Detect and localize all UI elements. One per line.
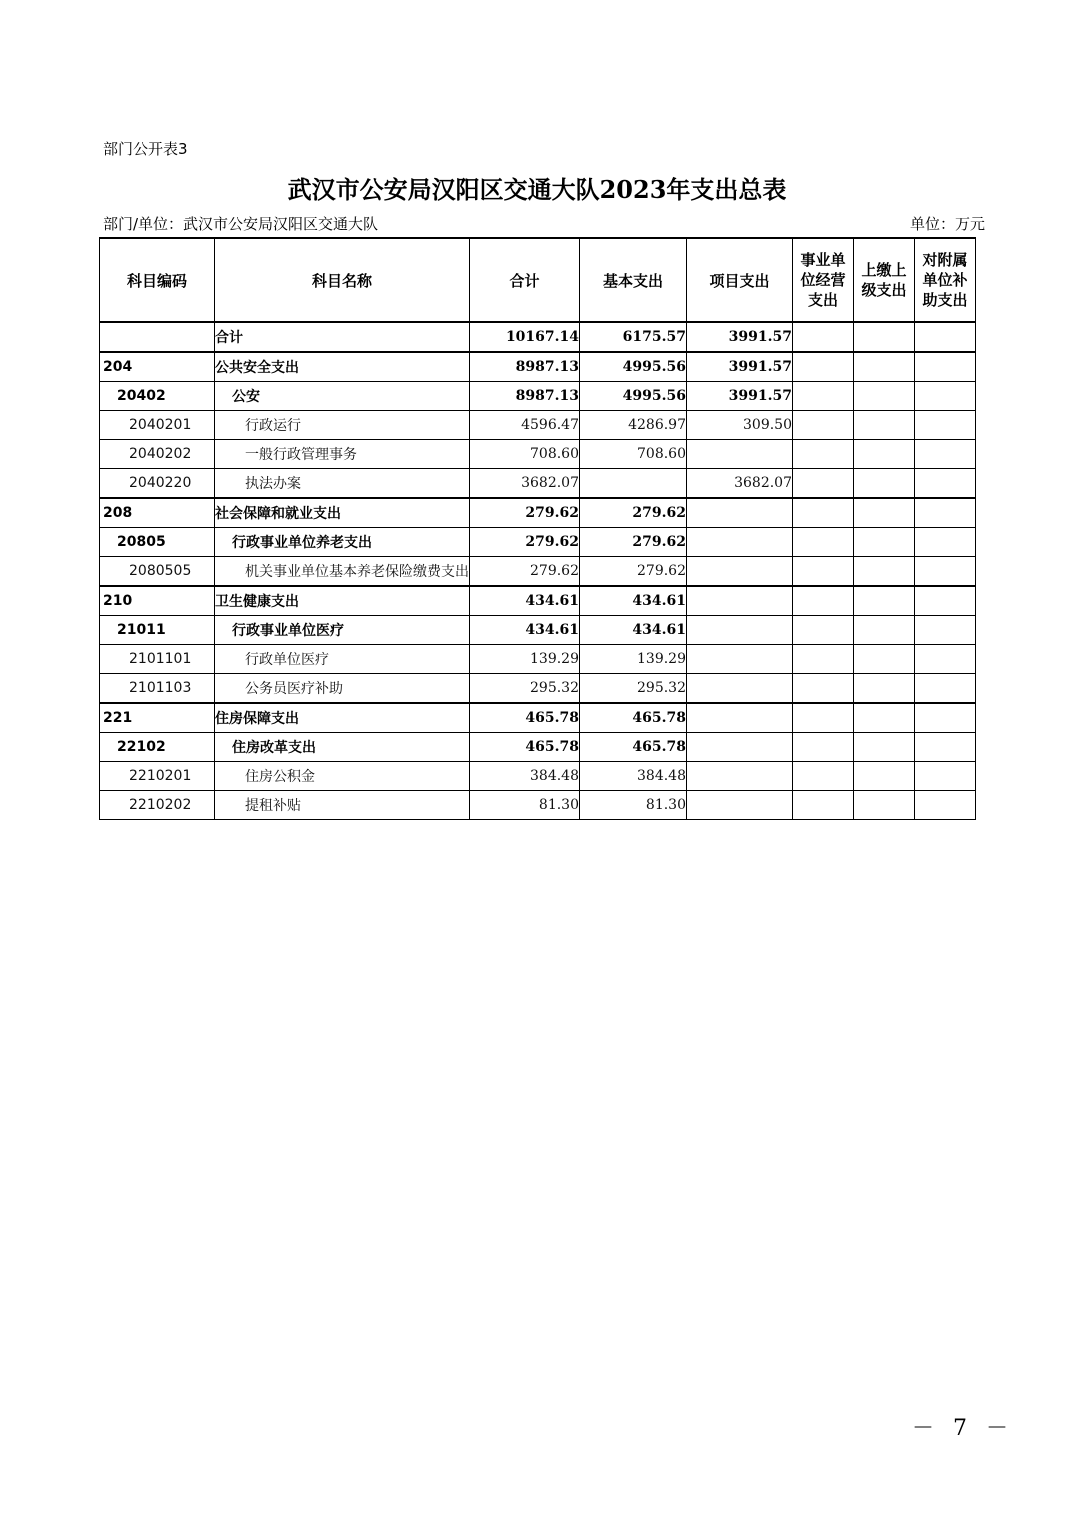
cell-total: 10167.14: [470, 322, 580, 352]
cell-code: 204: [100, 352, 215, 382]
cell-empty: [915, 674, 976, 704]
cell-name: 住房公积金: [215, 762, 470, 791]
cell-project: 3991.57: [687, 382, 793, 411]
table-row: [100, 762, 976, 791]
table-row: [100, 674, 976, 704]
table-row: [100, 322, 976, 352]
cell-empty: [793, 762, 854, 791]
cell-name: 提租补贴: [215, 791, 470, 820]
cell-basic: 279.62: [580, 557, 687, 587]
cell-project: 309.50: [687, 411, 793, 440]
cell-empty: [854, 382, 915, 411]
cell-empty: [915, 322, 976, 352]
cell-total: 3682.07: [470, 469, 580, 499]
cell-name: 行政单位医疗: [215, 645, 470, 674]
cell-empty: [854, 528, 915, 557]
cell-code: 20402: [100, 382, 215, 411]
cell-name: 行政事业单位养老支出: [215, 528, 470, 557]
cell-empty: [793, 674, 854, 704]
cell-code: 2040220: [100, 469, 215, 499]
cell-code: 2210201: [100, 762, 215, 791]
header-code: 科目编码: [100, 238, 215, 322]
cell-empty: [854, 586, 915, 616]
cell-total: 384.48: [470, 762, 580, 791]
table-row: [100, 352, 976, 382]
cell-empty: [854, 674, 915, 704]
cell-empty: [915, 703, 976, 733]
cell-project: [687, 440, 793, 469]
cell-total: 434.61: [470, 616, 580, 645]
cell-basic: 4995.56: [580, 382, 687, 411]
table-row: [100, 586, 976, 616]
cell-empty: [854, 469, 915, 499]
table-row: [100, 440, 976, 469]
header-project: 项目支出: [687, 238, 793, 322]
table-row: [100, 703, 976, 733]
cell-total: 465.78: [470, 733, 580, 762]
cell-code: 2101103: [100, 674, 215, 704]
unit-info: 单位：万元: [910, 215, 986, 233]
table-row: [100, 645, 976, 674]
cell-empty: [793, 411, 854, 440]
cell-project: [687, 791, 793, 820]
cell-empty: [854, 440, 915, 469]
cell-code: 2101101: [100, 645, 215, 674]
cell-name: 行政运行: [215, 411, 470, 440]
cell-name: 住房保障支出: [215, 703, 470, 733]
table-label: 部门公开表3: [103, 140, 188, 158]
header-basic: 基本支出: [580, 238, 687, 322]
header-name: 科目名称: [215, 238, 470, 322]
cell-basic: 4286.97: [580, 411, 687, 440]
cell-total: 295.32: [470, 674, 580, 704]
cell-basic: 295.32: [580, 674, 687, 704]
cell-empty: [854, 791, 915, 820]
cell-total: 279.62: [470, 557, 580, 587]
cell-basic: 279.62: [580, 528, 687, 557]
cell-project: [687, 528, 793, 557]
cell-basic: 279.62: [580, 498, 687, 528]
cell-total: 139.29: [470, 645, 580, 674]
cell-empty: [915, 586, 976, 616]
cell-basic: 81.30: [580, 791, 687, 820]
table-row: [100, 791, 976, 820]
cell-project: [687, 498, 793, 528]
cell-name: 合计: [215, 322, 470, 352]
cell-total: 81.30: [470, 791, 580, 820]
cell-code: 2080505: [100, 557, 215, 587]
cell-project: 3682.07: [687, 469, 793, 499]
department-info: 部门/单位：武汉市公安局汉阳区交通大队: [103, 215, 379, 233]
header-row: [100, 238, 976, 322]
cell-code: 2040201: [100, 411, 215, 440]
cell-empty: [854, 557, 915, 587]
cell-code: 208: [100, 498, 215, 528]
cell-empty: [793, 557, 854, 587]
cell-total: 434.61: [470, 586, 580, 616]
cell-total: 4596.47: [470, 411, 580, 440]
cell-empty: [793, 322, 854, 352]
cell-empty: [854, 645, 915, 674]
cell-empty: [854, 352, 915, 382]
cell-total: 708.60: [470, 440, 580, 469]
cell-project: [687, 586, 793, 616]
cell-empty: [915, 528, 976, 557]
page-number: － 7 －: [912, 1416, 1014, 1441]
cell-name: 社会保障和就业支出: [215, 498, 470, 528]
cell-code: 22102: [100, 733, 215, 762]
header-subsidy-text: 对附属单位补助支出: [922, 251, 968, 309]
cell-empty: [915, 469, 976, 499]
document-title: 武汉市公安局汉阳区交通大队2023年支出总表: [287, 175, 787, 204]
cell-empty: [915, 498, 976, 528]
cell-basic: 434.61: [580, 616, 687, 645]
cell-basic: 4995.56: [580, 352, 687, 382]
cell-project: 3991.57: [687, 352, 793, 382]
cell-basic: 6175.57: [580, 322, 687, 352]
cell-total: 8987.13: [470, 352, 580, 382]
cell-code: 2040202: [100, 440, 215, 469]
cell-code: [100, 322, 215, 352]
cell-empty: [854, 762, 915, 791]
table-row: [100, 616, 976, 645]
cell-project: [687, 616, 793, 645]
cell-code: 2210202: [100, 791, 215, 820]
cell-name: 执法办案: [215, 469, 470, 499]
cell-basic: 465.78: [580, 733, 687, 762]
cell-empty: [915, 352, 976, 382]
cell-basic: [580, 469, 687, 499]
header-upper: [854, 238, 915, 322]
table-row: [100, 733, 976, 762]
cell-project: [687, 703, 793, 733]
cell-name: 卫生健康支出: [215, 586, 470, 616]
cell-empty: [915, 616, 976, 645]
cell-empty: [793, 498, 854, 528]
cell-empty: [854, 616, 915, 645]
cell-name: 住房改革支出: [215, 733, 470, 762]
cell-empty: [793, 469, 854, 499]
cell-project: [687, 557, 793, 587]
table-row: [100, 498, 976, 528]
table-row: [100, 557, 976, 587]
expenditure-table: [99, 237, 976, 820]
cell-total: 465.78: [470, 703, 580, 733]
cell-empty: [915, 791, 976, 820]
cell-basic: 708.60: [580, 440, 687, 469]
cell-empty: [915, 382, 976, 411]
cell-empty: [793, 616, 854, 645]
cell-empty: [793, 382, 854, 411]
cell-code: 221: [100, 703, 215, 733]
cell-empty: [854, 498, 915, 528]
cell-empty: [854, 733, 915, 762]
cell-code: 210: [100, 586, 215, 616]
table-row: [100, 411, 976, 440]
cell-name: 公安: [215, 382, 470, 411]
cell-empty: [793, 586, 854, 616]
header-upper-text: 上缴上级支出: [861, 261, 907, 299]
cell-basic: 434.61: [580, 586, 687, 616]
cell-total: 279.62: [470, 528, 580, 557]
cell-empty: [793, 645, 854, 674]
cell-empty: [915, 762, 976, 791]
cell-empty: [793, 352, 854, 382]
cell-empty: [793, 791, 854, 820]
cell-project: [687, 645, 793, 674]
cell-empty: [793, 703, 854, 733]
header-total: 合计: [470, 238, 580, 322]
cell-empty: [915, 645, 976, 674]
cell-empty: [793, 528, 854, 557]
table-row: [100, 469, 976, 499]
cell-empty: [854, 703, 915, 733]
table-row: [100, 382, 976, 411]
cell-name: 公共安全支出: [215, 352, 470, 382]
cell-name: 机关事业单位基本养老保险缴费支出: [215, 557, 470, 587]
cell-name: 公务员医疗补助: [215, 674, 470, 704]
cell-project: [687, 674, 793, 704]
cell-code: 20805: [100, 528, 215, 557]
cell-total: 279.62: [470, 498, 580, 528]
cell-empty: [915, 733, 976, 762]
cell-total: 8987.13: [470, 382, 580, 411]
table-row: [100, 528, 976, 557]
cell-empty: [915, 440, 976, 469]
header-business: [793, 238, 854, 322]
cell-project: [687, 762, 793, 791]
cell-empty: [793, 733, 854, 762]
cell-empty: [793, 440, 854, 469]
cell-basic: 465.78: [580, 703, 687, 733]
cell-empty: [854, 322, 915, 352]
cell-name: 行政事业单位医疗: [215, 616, 470, 645]
cell-name: 一般行政管理事务: [215, 440, 470, 469]
cell-empty: [854, 411, 915, 440]
header-subsidy: [915, 238, 976, 322]
cell-project: 3991.57: [687, 322, 793, 352]
cell-empty: [915, 411, 976, 440]
header-business-text: 事业单位经营支出: [800, 251, 846, 309]
cell-basic: 139.29: [580, 645, 687, 674]
cell-code: 21011: [100, 616, 215, 645]
cell-basic: 384.48: [580, 762, 687, 791]
cell-empty: [915, 557, 976, 587]
cell-project: [687, 733, 793, 762]
